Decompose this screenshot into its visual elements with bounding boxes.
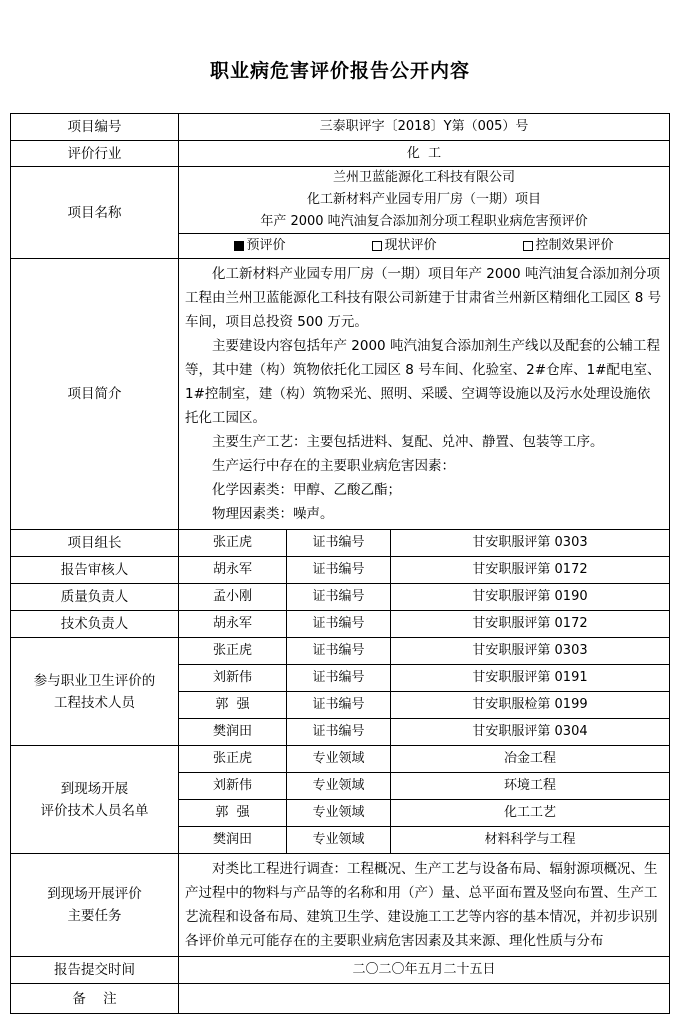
summary-paragraph: 主要生产工艺：主要包括进料、复配、兑冲、静置、包装等工序。 bbox=[212, 434, 604, 450]
role-row bbox=[11, 584, 670, 611]
role-name: 胡永军 bbox=[179, 611, 287, 638]
project-name-line: 化工新材料产业园专用厂房（一期）项目 bbox=[307, 192, 542, 207]
role-name: 胡永军 bbox=[179, 557, 287, 584]
cert-number: 甘安职服检第 0199 bbox=[391, 692, 670, 719]
role-name: 张正虎 bbox=[179, 530, 287, 557]
option-label: 预评价 bbox=[246, 238, 286, 253]
participant-name: 郭 强 bbox=[179, 692, 287, 719]
cert-number: 甘安职服评第 0172 bbox=[391, 611, 670, 638]
participants-label-line: 参与职业卫生评价的 bbox=[33, 672, 156, 689]
tasks-row bbox=[11, 854, 670, 957]
option-label: 控制效果评价 bbox=[535, 238, 614, 253]
remark-value bbox=[179, 984, 670, 1014]
onsite-name: 樊润田 bbox=[179, 827, 287, 854]
field-value: 环境工程 bbox=[391, 773, 670, 800]
tasks-label bbox=[11, 854, 179, 957]
onsite-name: 刘新伟 bbox=[179, 773, 287, 800]
cert-number: 甘安职服评第 0304 bbox=[391, 719, 670, 746]
participant-name: 樊润田 bbox=[179, 719, 287, 746]
submit-row bbox=[11, 957, 670, 984]
onsite-label-line: 评价技术人员名单 bbox=[40, 802, 149, 819]
industry-value: 化 工 bbox=[179, 141, 670, 167]
cert-label: 证书编号 bbox=[287, 530, 391, 557]
checkbox-empty-icon bbox=[372, 241, 382, 251]
option-control-effect-evaluation[interactable] bbox=[523, 235, 613, 257]
summary-label: 项目简介 bbox=[11, 259, 179, 530]
summary-row bbox=[11, 259, 670, 530]
tasks-text bbox=[179, 854, 670, 957]
option-status-evaluation[interactable] bbox=[372, 235, 436, 257]
role-label: 项目组长 bbox=[11, 530, 179, 557]
onsite-name: 郭 强 bbox=[179, 800, 287, 827]
cert-label: 证书编号 bbox=[287, 611, 391, 638]
cert-number: 甘安职服评第 0190 bbox=[391, 584, 670, 611]
role-label: 技术负责人 bbox=[11, 611, 179, 638]
role-label: 质量负责人 bbox=[11, 584, 179, 611]
summary-paragraph: 主要建设内容包括年产 2000 吨汽油复合添加剂生产线以及配套的公辅工程等，其中建（构）筑物依托化工园区 8 号车间、化验室、2#仓库、1#配电室、1#控制室，建（构）筑物采光、照明、采暖、空调等设施以及污水处理设施依托化工园区。 bbox=[185, 338, 661, 426]
cert-label: 证书编号 bbox=[287, 719, 391, 746]
checkbox-checked-icon bbox=[234, 241, 244, 251]
page-title: 职业病危害评价报告公开内容 bbox=[209, 60, 470, 82]
report-table bbox=[10, 113, 670, 1014]
role-name: 孟小刚 bbox=[179, 584, 287, 611]
field-value: 化工工艺 bbox=[391, 800, 670, 827]
evaluation-type-options bbox=[179, 234, 670, 259]
role-row bbox=[11, 530, 670, 557]
tasks-label-line: 到现场开展评价 bbox=[47, 886, 142, 902]
field-value: 冶金工程 bbox=[391, 746, 670, 773]
field-label: 专业领域 bbox=[287, 773, 391, 800]
field-value: 材料科学与工程 bbox=[391, 827, 670, 854]
participant-name: 刘新伟 bbox=[179, 665, 287, 692]
summary-text bbox=[179, 259, 670, 530]
cert-label: 证书编号 bbox=[287, 692, 391, 719]
industry-row bbox=[11, 141, 670, 167]
summary-paragraph: 生产运行中存在的主要职业病危害因素： bbox=[212, 458, 455, 474]
cert-number: 甘安职服评第 0172 bbox=[391, 557, 670, 584]
onsite-label bbox=[11, 746, 179, 854]
cert-label: 证书编号 bbox=[287, 584, 391, 611]
summary-paragraph: 化学因素类：甲醇、乙酸乙酯； bbox=[212, 482, 401, 498]
project-no-label: 项目编号 bbox=[11, 114, 179, 141]
cert-label: 证书编号 bbox=[287, 665, 391, 692]
project-no-row bbox=[11, 114, 670, 141]
participant-name: 张正虎 bbox=[179, 638, 287, 665]
participants-label-line: 工程技术人员 bbox=[54, 694, 135, 711]
onsite-row bbox=[11, 746, 670, 773]
participant-row bbox=[11, 638, 670, 665]
remark-label: 备 注 bbox=[11, 984, 179, 1014]
summary-paragraph: 物理因素类：噪声。 bbox=[212, 506, 334, 522]
participants-label bbox=[11, 638, 179, 746]
project-name-label: 项目名称 bbox=[11, 167, 179, 259]
checkbox-empty-icon bbox=[523, 241, 533, 251]
project-no-value: 三泰职评字〔2018〕Y第（005）号 bbox=[179, 114, 670, 141]
submit-date: 二〇二〇年五月二十五日 bbox=[179, 957, 670, 984]
tasks-label-line: 主要任务 bbox=[67, 908, 122, 924]
role-label: 报告审核人 bbox=[11, 557, 179, 584]
project-name-line: 兰州卫蓝能源化工科技有限公司 bbox=[333, 170, 516, 185]
cert-label: 证书编号 bbox=[287, 557, 391, 584]
cert-label: 证书编号 bbox=[287, 638, 391, 665]
onsite-label-line: 到现场开展 bbox=[60, 780, 129, 797]
project-name-value bbox=[179, 167, 670, 234]
field-label: 专业领域 bbox=[287, 827, 391, 854]
option-label: 现状评价 bbox=[384, 238, 437, 253]
field-label: 专业领域 bbox=[287, 800, 391, 827]
remark-row bbox=[11, 984, 670, 1014]
field-label: 专业领域 bbox=[287, 746, 391, 773]
cert-number: 甘安职服评第 0191 bbox=[391, 665, 670, 692]
cert-number: 甘安职服评第 0303 bbox=[391, 530, 670, 557]
project-name-line: 年产 2000 吨汽油复合添加剂分项工程职业病危害预评价 bbox=[260, 214, 588, 229]
onsite-name: 张正虎 bbox=[179, 746, 287, 773]
role-row bbox=[11, 611, 670, 638]
industry-label: 评价行业 bbox=[11, 141, 179, 167]
summary-paragraph: 化工新材料产业园专用厂房（一期）项目年产 2000 吨汽油复合添加剂分项工程由兰州卫蓝能源化工科技有限公司新建于甘肃省兰州新区精细化工园区 8 号车间，项目总投资 500 万元。 bbox=[185, 266, 662, 330]
role-row bbox=[11, 557, 670, 584]
tasks-paragraph: 对类比工程进行调查：工程概况、生产工艺与设备布局、辐射源项概况、生产过程中的物料与产品等的名称和用（产）量、总平面布置及竖向布置、生产工艺流程和设备布局、建筑卫生学、建设施工工艺等内容的基本情况，并初步识别各评价单元可能存在的主要职业病危害因素及其来源、理化性质与分布 bbox=[185, 861, 658, 949]
cert-number: 甘安职服评第 0303 bbox=[391, 638, 670, 665]
project-name-row bbox=[11, 167, 670, 234]
option-pre-evaluation[interactable] bbox=[234, 235, 285, 257]
submit-label: 报告提交时间 bbox=[11, 957, 179, 984]
